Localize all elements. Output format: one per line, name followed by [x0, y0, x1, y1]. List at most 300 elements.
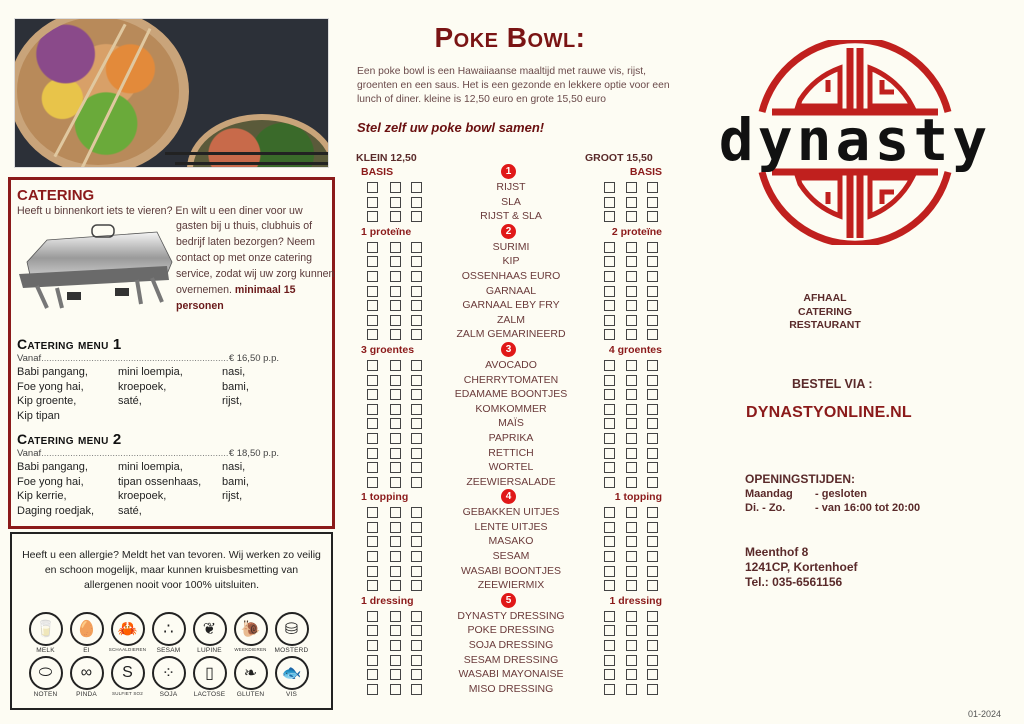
city: 1241CP, Kortenhoef	[745, 560, 858, 574]
checkbox-large-bowl[interactable]	[626, 271, 637, 282]
checkbox-small-bowl[interactable]	[367, 536, 378, 547]
section-header-step-2	[356, 224, 666, 240]
ingredient-label: ZEEWIERSALADE	[466, 475, 556, 488]
checkbox-large-bowl[interactable]	[604, 580, 615, 591]
checkbox-small-bowl[interactable]	[367, 507, 378, 518]
checkbox-large-bowl[interactable]	[647, 182, 658, 193]
checkbox-large-bowl[interactable]	[647, 640, 658, 651]
ingredient-label: WORTEL	[488, 461, 534, 474]
checkbox-small-bowl[interactable]	[390, 433, 401, 444]
checkbox-small-bowl[interactable]	[367, 315, 378, 326]
edition-date: 01-2024	[968, 709, 1002, 719]
checkbox-small-bowl[interactable]	[390, 256, 401, 267]
checkbox-large-bowl[interactable]	[647, 315, 658, 326]
checkbox-small-bowl[interactable]	[390, 611, 401, 622]
ingredient-label: PAPRIKA	[488, 431, 534, 444]
checkbox-small-bowl[interactable]	[367, 462, 378, 473]
checkbox-large-bowl[interactable]	[604, 389, 615, 400]
allergen-item	[271, 612, 312, 654]
ingredient-label: AVOCADO	[485, 358, 537, 371]
checkbox-large-bowl[interactable]	[647, 271, 658, 282]
checkbox-large-bowl[interactable]	[604, 300, 615, 311]
allergen-label: GLUTEN	[236, 691, 265, 698]
checkbox-large-bowl[interactable]	[647, 197, 658, 208]
checkbox-large-bowl[interactable]	[626, 256, 637, 267]
snail-icon: 🐌	[234, 612, 268, 646]
checkbox-large-bowl[interactable]	[647, 462, 658, 473]
large-size-limit: 2 proteïne	[611, 225, 662, 238]
checkbox-large-bowl[interactable]	[604, 551, 615, 562]
checkbox-large-bowl[interactable]	[604, 684, 615, 695]
checkbox-large-bowl[interactable]	[626, 522, 637, 533]
menu-price: € 16,50 p.p.	[228, 353, 279, 364]
wheat-icon: ❧	[234, 656, 268, 690]
large-size-limit: 1 topping	[614, 491, 662, 504]
checkbox-large-bowl[interactable]	[604, 655, 615, 666]
catering-title: CATERING	[17, 187, 95, 204]
checkbox-large-bowl[interactable]	[626, 360, 637, 371]
checkbox-large-bowl[interactable]	[647, 669, 658, 680]
allergen-label: NOTEN	[33, 691, 58, 698]
checkbox-small-bowl[interactable]	[390, 625, 401, 636]
allergy-section	[10, 532, 333, 710]
checkbox-small-bowl[interactable]	[367, 433, 378, 444]
ingredient-row	[356, 564, 666, 579]
checkbox-large-bowl[interactable]	[647, 522, 658, 533]
checkbox-large-bowl[interactable]	[647, 477, 658, 488]
allergen-item	[230, 612, 271, 654]
checkbox-large-bowl[interactable]	[647, 625, 658, 636]
ingredient-label: SESAM DRESSING	[463, 653, 559, 666]
large-size-limit: BASIS	[629, 166, 662, 178]
street: Meenthof 8	[745, 545, 809, 559]
checkbox-small-bowl[interactable]	[367, 669, 378, 680]
checkbox-large-bowl[interactable]	[626, 182, 637, 193]
checkbox-small-bowl[interactable]	[390, 286, 401, 297]
ingredient-row	[356, 387, 666, 402]
checkbox-large-bowl[interactable]	[647, 256, 658, 267]
address-block	[745, 545, 857, 590]
checkbox-large-bowl[interactable]	[647, 300, 658, 311]
checkbox-large-bowl[interactable]	[626, 404, 637, 415]
checkbox-small-bowl[interactable]	[367, 197, 378, 208]
allergen-label: LACTOSE	[193, 691, 226, 698]
checkbox-small-bowl[interactable]	[390, 242, 401, 253]
checkbox-large-bowl[interactable]	[626, 625, 637, 636]
ingredient-row	[356, 475, 666, 490]
ingredient-label: WASABI BOONTJES	[461, 564, 561, 577]
checkbox-small-bowl[interactable]	[390, 462, 401, 473]
checkbox-large-bowl[interactable]	[626, 433, 637, 444]
checkbox-small-bowl[interactable]	[367, 271, 378, 282]
ingredient-label: DYNASTY DRESSING	[457, 609, 565, 622]
ingredient-label: WASABI MAYONAISE	[458, 668, 564, 681]
checkbox-large-bowl[interactable]	[626, 211, 637, 222]
ingredient-label: RETTICH	[488, 446, 534, 459]
checkbox-large-bowl[interactable]	[604, 566, 615, 577]
hours-row: Di. - Zo. - van 16:00 tot 20:00	[745, 502, 921, 514]
milk-icon: 🥛	[29, 612, 63, 646]
ingredient-row	[356, 534, 666, 549]
checkbox-large-bowl[interactable]	[647, 536, 658, 547]
ingredient-label: MAÏS	[498, 417, 524, 430]
allergen-label: SCHAALDIEREN	[108, 647, 147, 652]
hours-row: Maandag - gesloten	[745, 487, 867, 500]
checkbox-large-bowl[interactable]	[647, 448, 658, 459]
checkbox-small-bowl[interactable]	[390, 300, 401, 311]
checkbox-large-bowl[interactable]	[647, 507, 658, 518]
checkbox-large-bowl[interactable]	[647, 580, 658, 591]
checkbox-large-bowl[interactable]	[626, 580, 637, 591]
ingredient-label: LENTE UITJES	[474, 520, 548, 533]
ingredient-row	[356, 284, 666, 299]
checkbox-small-bowl[interactable]	[390, 580, 401, 591]
svg-text:dynasty: dynasty	[718, 106, 992, 174]
checkbox-large-bowl[interactable]	[626, 611, 637, 622]
step-number-badge: 2	[501, 224, 516, 239]
bowl-image-large	[14, 18, 189, 168]
menu-dishes: Babi pangang, mini loempia, nasi, Foe yong hai, tipan ossenhaas, bami, Kip kerrie, kroepoek, rijst, Daging roedjak, saté,	[17, 461, 249, 517]
checkbox-small-bowl[interactable]	[390, 418, 401, 429]
menu-title: Catering menu	[17, 431, 109, 447]
ingredient-label: ZALM GEMARINEERD	[456, 328, 566, 341]
checkbox-large-bowl[interactable]	[647, 433, 658, 444]
mustard-jar-icon: ⛁	[275, 612, 309, 646]
checkbox-small-bowl[interactable]	[367, 448, 378, 459]
website-link[interactable]: DYNASTYONLINE.NL	[746, 404, 912, 421]
poke-bowl-photo	[14, 18, 329, 168]
ingredient-row	[356, 327, 666, 342]
checkbox-large-bowl[interactable]	[604, 375, 615, 386]
ingredient-label: GARNAAL EBY FRY	[462, 299, 560, 312]
ingredient-label: SESAM	[492, 550, 530, 563]
checkbox-large-bowl[interactable]	[604, 315, 615, 326]
ingredient-label: EDAMAME BOONTJES	[454, 388, 568, 401]
checkbox-large-bowl[interactable]	[647, 551, 658, 562]
large-size-limit: 1 dressing	[609, 594, 662, 607]
ingredient-label: KOMKOMMER	[475, 402, 547, 415]
checkbox-large-bowl[interactable]	[626, 669, 637, 680]
allergen-icons	[25, 612, 312, 698]
ingredient-row	[356, 667, 666, 682]
checkbox-large-bowl[interactable]	[626, 375, 637, 386]
checkbox-large-bowl[interactable]	[604, 536, 615, 547]
lactose-icon: ▯	[193, 656, 227, 690]
checkbox-small-bowl[interactable]	[367, 360, 378, 371]
menu-price: € 18,50 p.p.	[228, 448, 279, 459]
checkbox-large-bowl[interactable]	[647, 611, 658, 622]
soy-icon: ⁘	[152, 656, 186, 690]
ingredient-label: OSSENHAAS EURO	[461, 269, 561, 282]
checkbox-large-bowl[interactable]	[626, 551, 637, 562]
crab-icon: 🦀	[111, 612, 145, 646]
checkbox-large-bowl[interactable]	[604, 360, 615, 371]
checkbox-small-bowl[interactable]	[390, 669, 401, 680]
ingredient-label: MISO DRESSING	[468, 682, 554, 695]
small-size-limit: 3 groentes	[361, 343, 415, 356]
checkbox-large-bowl[interactable]	[626, 300, 637, 311]
ingredient-label: RIJST & SLA	[480, 210, 542, 223]
ingredient-row	[356, 609, 666, 624]
allergen-item	[66, 612, 107, 654]
checkbox-small-bowl[interactable]	[390, 389, 401, 400]
checkbox-large-bowl[interactable]	[647, 375, 658, 386]
checkbox-small-bowl[interactable]	[390, 197, 401, 208]
menu-dishes: Babi pangang, mini loempia, nasi, Foe yong hai, kroepoek, bami, Kip groente, saté, rijst, Kip tipan	[17, 366, 249, 422]
checkbox-large-bowl[interactable]	[626, 315, 637, 326]
size-large-label: GROOT 15,50	[585, 152, 653, 164]
checkbox-large-bowl[interactable]	[626, 418, 637, 429]
ingredient-row	[356, 520, 666, 535]
checkbox-small-bowl[interactable]	[367, 389, 378, 400]
allergen-item	[189, 612, 230, 654]
ingredient-label: MASAKO	[488, 535, 534, 548]
checkbox-large-bowl[interactable]	[604, 448, 615, 459]
checkbox-small-bowl[interactable]	[367, 522, 378, 533]
menu-price-line: Vanaf ..... € 16,50 p.p.	[17, 353, 279, 365]
checkbox-large-bowl[interactable]	[626, 389, 637, 400]
ingredient-label: GARNAAL	[485, 284, 537, 297]
allergen-label: SESAM	[156, 647, 181, 654]
checkbox-large-bowl[interactable]	[626, 507, 637, 518]
ingredient-row	[356, 653, 666, 668]
ingredient-label: SURIMI	[492, 240, 530, 253]
ingredient-row	[356, 431, 666, 446]
checkbox-large-bowl[interactable]	[604, 256, 615, 267]
checkbox-small-bowl[interactable]	[390, 536, 401, 547]
checkbox-small-bowl[interactable]	[367, 684, 378, 695]
ingredient-row	[356, 402, 666, 417]
checkbox-small-bowl[interactable]	[367, 625, 378, 636]
checkbox-small-bowl[interactable]	[367, 256, 378, 267]
allergen-item	[189, 656, 230, 698]
size-small-label: KLEIN 12,50	[356, 152, 417, 164]
small-size-limit: 1 topping	[361, 491, 409, 504]
checkbox-large-bowl[interactable]	[626, 286, 637, 297]
allergen-item	[230, 656, 271, 698]
checkbox-large-bowl[interactable]	[626, 329, 637, 340]
ingredient-row	[356, 682, 666, 697]
checkbox-small-bowl[interactable]	[390, 522, 401, 533]
catering-menu-2: Catering menu 2 Vanaf ..... € 18,50 p.p. Babi pangang, mini loempia, nasi, Foe yong hai, tipan ossenhaas, bami, Kip kerrie, kroepoek, rijst, Daging roedjak, saté,	[17, 431, 326, 518]
ingredient-label: SLA	[501, 195, 521, 208]
checkbox-small-bowl[interactable]	[367, 655, 378, 666]
checkbox-large-bowl[interactable]	[647, 566, 658, 577]
checkbox-large-bowl[interactable]	[604, 418, 615, 429]
checkbox-large-bowl[interactable]	[604, 611, 615, 622]
checkbox-small-bowl[interactable]	[367, 477, 378, 488]
checkbox-large-bowl[interactable]	[647, 242, 658, 253]
checkbox-small-bowl[interactable]	[390, 507, 401, 518]
catering-menu-1: Catering menu 1 Vanaf ..... € 16,50 p.p. Babi pangang, mini loempia, nasi, Foe yong hai, kroepoek, bami, Kip groente, saté, rijst, Kip tipan	[17, 336, 326, 423]
checkbox-small-bowl[interactable]	[390, 640, 401, 651]
checkbox-large-bowl[interactable]	[626, 462, 637, 473]
allergen-label: PINDA	[76, 691, 97, 698]
ingredient-row	[356, 209, 666, 224]
checkbox-large-bowl[interactable]	[604, 271, 615, 282]
allergen-label: MOSTERD	[274, 647, 309, 654]
ingredient-row	[356, 269, 666, 284]
checkbox-small-bowl[interactable]	[367, 640, 378, 651]
opening-hours: OPENINGSTIJDEN: Maandag - gesloten Di. - Zo. - van 16:00 tot 20:00	[745, 472, 921, 514]
checkbox-small-bowl[interactable]	[390, 329, 401, 340]
ingredient-row	[356, 446, 666, 461]
checkbox-large-bowl[interactable]	[604, 522, 615, 533]
checkbox-large-bowl[interactable]	[604, 404, 615, 415]
allergen-item	[107, 656, 148, 698]
ingredient-row	[356, 240, 666, 255]
allergen-item	[25, 656, 66, 698]
checkbox-small-bowl[interactable]	[367, 329, 378, 340]
sesame-icon: ∴	[152, 612, 186, 646]
ingredient-row	[356, 298, 666, 313]
checkbox-large-bowl[interactable]	[604, 211, 615, 222]
lupine-icon: ❦	[193, 612, 227, 646]
checkbox-small-bowl[interactable]	[367, 580, 378, 591]
checkbox-small-bowl[interactable]	[367, 404, 378, 415]
allergen-label: WEEKDIEREN	[234, 647, 267, 652]
checkbox-large-bowl[interactable]	[604, 197, 615, 208]
poke-order-form	[356, 164, 666, 696]
checkbox-small-bowl[interactable]	[367, 300, 378, 311]
egg-icon: 🥚	[70, 612, 104, 646]
checkbox-large-bowl[interactable]	[626, 242, 637, 253]
allergy-notice: Heeft u een allergie? Meldt het van tevoren. Wij werken zo veilig en schoon mogelijk, maar kunnen kruisbesmetting van allergenen nooit voor 100% uitsluiten.	[22, 549, 321, 591]
catering-intro: Heeft u binnenkort iets te vieren? En wilt u een diner voor uw	[17, 205, 303, 217]
checkbox-large-bowl[interactable]	[626, 448, 637, 459]
section-header-step-3	[356, 342, 666, 358]
small-size-limit: 1 proteïne	[361, 225, 412, 238]
allergen-label: VIS	[285, 691, 298, 698]
ingredient-row	[356, 578, 666, 593]
checkbox-small-bowl[interactable]	[390, 271, 401, 282]
checkbox-small-bowl[interactable]	[390, 375, 401, 386]
small-size-limit: 1 dressing	[361, 594, 414, 607]
checkbox-large-bowl[interactable]	[647, 655, 658, 666]
checkbox-large-bowl[interactable]	[626, 566, 637, 577]
dynasty-logo	[700, 40, 1010, 245]
menu-title: Catering menu	[17, 336, 109, 352]
checkbox-large-bowl[interactable]	[604, 433, 615, 444]
allergen-label: LUPINE	[197, 647, 222, 654]
checkbox-large-bowl[interactable]	[604, 669, 615, 680]
step-number-badge: 4	[501, 489, 516, 504]
checkbox-large-bowl[interactable]	[647, 360, 658, 371]
checkbox-large-bowl[interactable]	[647, 211, 658, 222]
checkbox-large-bowl[interactable]	[647, 418, 658, 429]
checkbox-small-bowl[interactable]	[390, 551, 401, 562]
checkbox-large-bowl[interactable]	[604, 242, 615, 253]
section-header-step-1	[356, 164, 666, 180]
menu-price-line: Vanaf ..... € 18,50 p.p.	[17, 448, 279, 460]
checkbox-small-bowl[interactable]	[390, 477, 401, 488]
checkbox-large-bowl[interactable]	[604, 507, 615, 518]
checkbox-small-bowl[interactable]	[367, 611, 378, 622]
large-size-limit: 4 groentes	[608, 343, 662, 356]
checkbox-large-bowl[interactable]	[647, 684, 658, 695]
checkbox-small-bowl[interactable]	[390, 360, 401, 371]
ingredient-row	[356, 180, 666, 195]
checkbox-small-bowl[interactable]	[390, 404, 401, 415]
allergen-label: EI	[83, 647, 90, 654]
allergen-item	[148, 612, 189, 654]
checkbox-large-bowl[interactable]	[647, 389, 658, 400]
checkbox-large-bowl[interactable]	[626, 684, 637, 695]
checkbox-large-bowl[interactable]	[626, 655, 637, 666]
sulphite-icon: S	[111, 656, 145, 690]
ingredient-label: GEBAKKEN UITJES	[462, 506, 560, 519]
ingredient-row	[356, 373, 666, 388]
checkbox-small-bowl[interactable]	[390, 566, 401, 577]
poke-bowl-title: Poke Bowl:	[434, 22, 586, 53]
allergen-item	[25, 612, 66, 654]
peanut-icon: ∞	[70, 656, 104, 690]
ingredient-row	[356, 254, 666, 269]
minimum-persons: minimaal 15 personen	[176, 284, 296, 312]
checkbox-large-bowl[interactable]	[604, 329, 615, 340]
order-via-label: BESTEL VIA :	[792, 377, 873, 391]
checkbox-small-bowl[interactable]	[367, 242, 378, 253]
checkbox-large-bowl[interactable]	[647, 404, 658, 415]
checkbox-large-bowl[interactable]	[647, 286, 658, 297]
checkbox-small-bowl[interactable]	[367, 375, 378, 386]
checkbox-small-bowl[interactable]	[367, 286, 378, 297]
poke-bowl-description: Een poke bowl is een Hawaiiaanse maaltijd met rauwe vis, rijst, groenten en een saus. Het is een gezonde en lekkere optie voor een lunch of diner. kleine is 12,50 euro en grote 15,50 euro	[357, 66, 670, 105]
checkbox-small-bowl[interactable]	[367, 566, 378, 577]
ingredient-label: POKE DRESSING	[467, 624, 555, 637]
nut-icon: ⬭	[29, 656, 63, 690]
checkbox-large-bowl[interactable]	[604, 625, 615, 636]
ingredient-label: KIP	[502, 255, 520, 268]
checkbox-small-bowl[interactable]	[367, 211, 378, 222]
checkbox-large-bowl[interactable]	[626, 477, 637, 488]
allergen-item	[107, 612, 148, 654]
ingredient-row	[356, 505, 666, 520]
ingredient-label: ZEEWIERMIX	[477, 579, 545, 592]
checkbox-small-bowl[interactable]	[390, 211, 401, 222]
checkbox-small-bowl[interactable]	[390, 182, 401, 193]
section-header-step-5	[356, 593, 666, 609]
checkbox-large-bowl[interactable]	[647, 329, 658, 340]
checkbox-large-bowl[interactable]	[626, 197, 637, 208]
checkbox-small-bowl[interactable]	[390, 684, 401, 695]
ingredient-row	[356, 623, 666, 638]
checkbox-large-bowl[interactable]	[604, 640, 615, 651]
checkbox-small-bowl[interactable]	[390, 655, 401, 666]
fish-icon: 🐟	[275, 656, 309, 690]
checkbox-large-bowl[interactable]	[626, 640, 637, 651]
checkbox-small-bowl[interactable]	[390, 315, 401, 326]
service-tagline: AFHAAL CATERING RESTAURANT	[789, 292, 861, 331]
section-header-step-4	[356, 489, 666, 505]
checkbox-large-bowl[interactable]	[604, 286, 615, 297]
phone[interactable]: Tel.: 035-6561156	[745, 575, 843, 589]
ingredient-row	[356, 416, 666, 431]
allergen-item	[271, 656, 312, 698]
checkbox-large-bowl[interactable]	[626, 536, 637, 547]
step-number-badge: 5	[501, 593, 516, 608]
checkbox-small-bowl[interactable]	[367, 551, 378, 562]
chafing-dish-image	[17, 222, 175, 310]
checkbox-small-bowl[interactable]	[367, 182, 378, 193]
checkbox-large-bowl[interactable]	[604, 462, 615, 473]
ingredient-row	[356, 638, 666, 653]
checkbox-large-bowl[interactable]	[604, 477, 615, 488]
checkbox-small-bowl[interactable]	[367, 418, 378, 429]
allergen-label: SULFIET SO2	[112, 691, 143, 696]
checkbox-small-bowl[interactable]	[390, 448, 401, 459]
checkbox-large-bowl[interactable]	[604, 182, 615, 193]
